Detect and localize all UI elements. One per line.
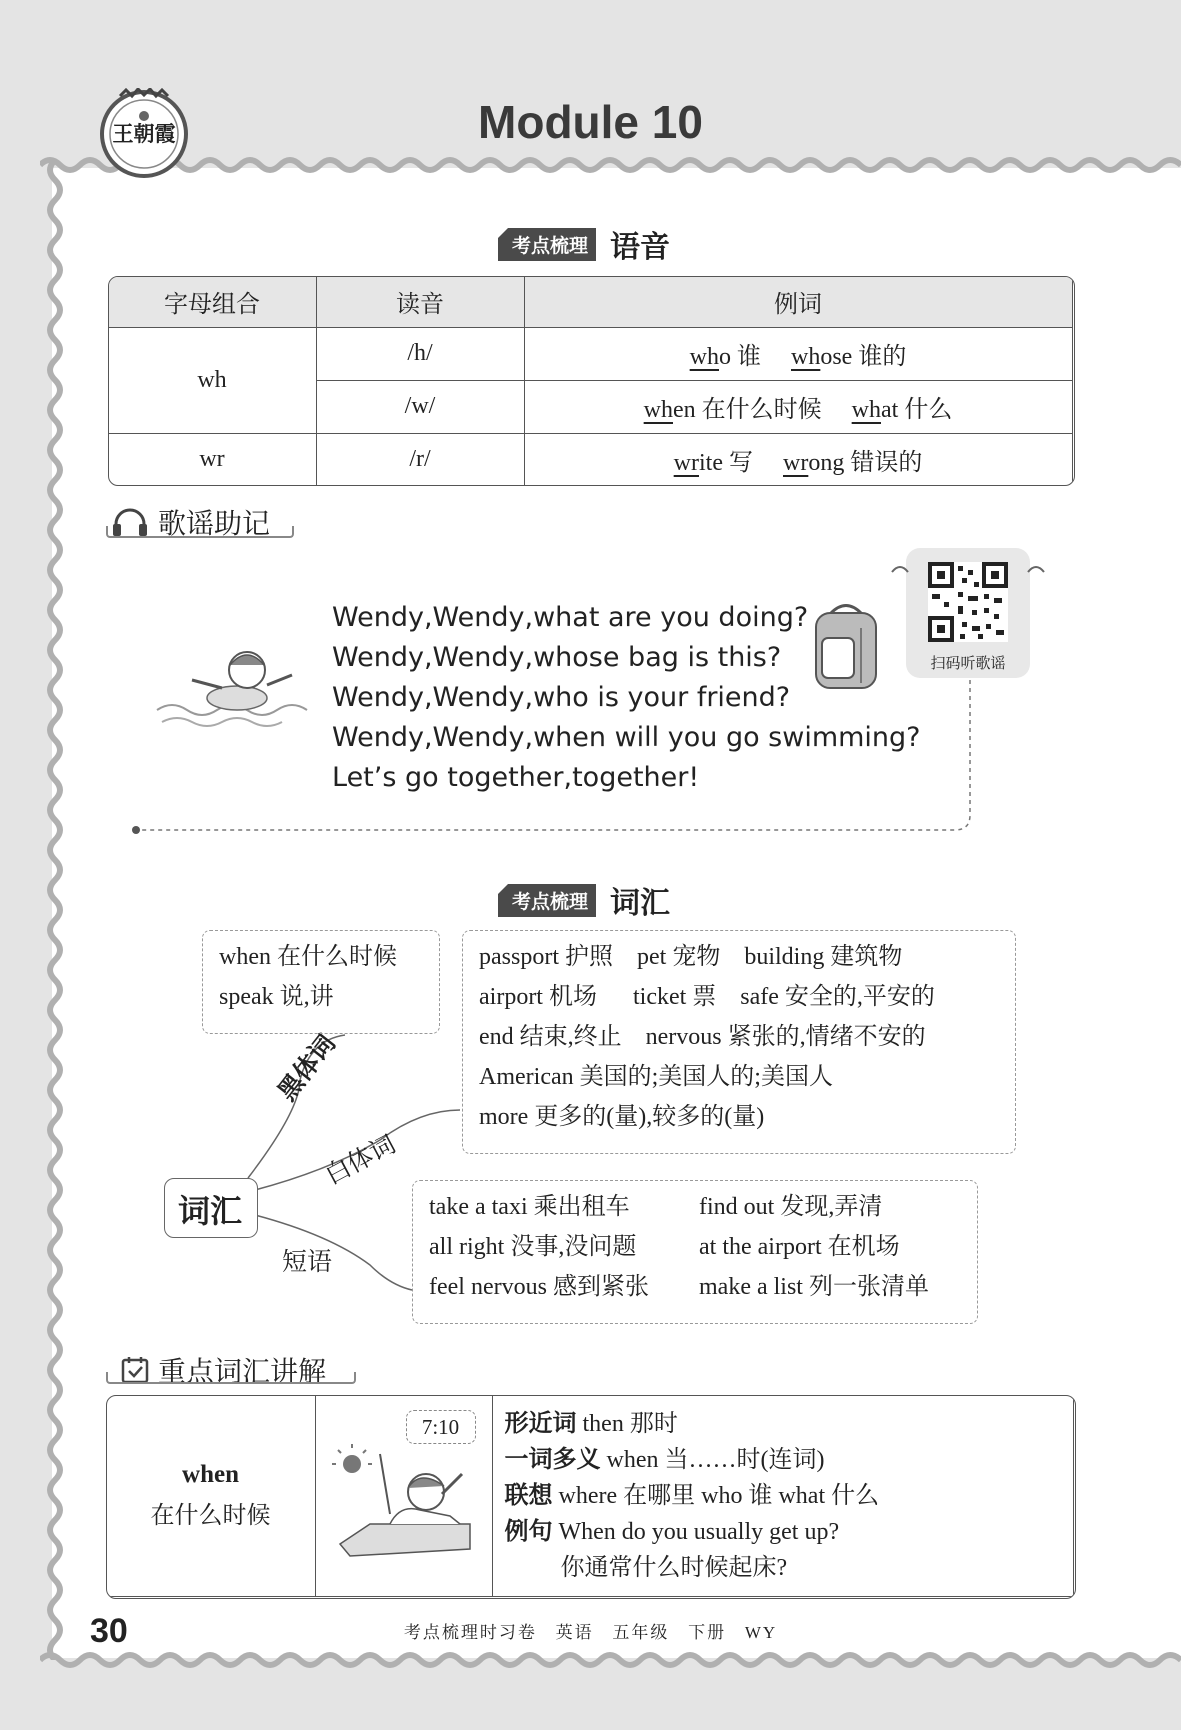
keyword-illustration-cell	[315, 1395, 492, 1596]
example-cell: when 在什么时候 what 什么	[524, 380, 1072, 433]
keyword-section-title: 重点词汇讲解	[158, 1356, 327, 1387]
keyword-heading-underline	[106, 1372, 356, 1384]
white-words-line: end 结束,终止 nervous 紧张的,情绪不安的	[479, 1024, 926, 1050]
example-cell: who 谁 whose 谁的	[524, 327, 1072, 380]
vocab-tag: 考点梳理	[498, 884, 596, 917]
phrase-line: all right 没事,没问题 at the airport 在机场	[429, 1234, 900, 1260]
note-line: 联想 where 在哪里 who 谁 what 什么	[504, 1481, 880, 1509]
song-line: Wendy,Wendy,whose bag is this?	[332, 642, 782, 673]
logo-text: 王朝霞	[112, 121, 176, 146]
sound-cell: /h/	[316, 327, 524, 380]
white-words-line: more 更多的(量),较多的(量)	[479, 1104, 765, 1130]
sound-cell: /w/	[316, 380, 524, 433]
song-line: Let’s go together,together!	[332, 762, 700, 793]
keyword-table	[106, 1395, 1074, 1597]
page-number: 30	[90, 1612, 128, 1650]
footer-text: 考点梳理时习卷 英语 五年级 下册 WY	[403, 1623, 778, 1642]
keyword-meaning: 在什么时候	[150, 1503, 271, 1529]
note-line: 形近词 then 那时	[504, 1409, 678, 1437]
keyword-heading	[120, 1350, 326, 1390]
note-line: 你通常什么时候起床?	[560, 1554, 788, 1581]
page-title: Module 10	[478, 96, 703, 148]
keyword-cell	[106, 1395, 315, 1596]
vocab-center-label: 词汇	[177, 1193, 242, 1229]
phonics-title: 语音	[610, 231, 671, 264]
branch-label-white-words: 白体词	[320, 1130, 401, 1191]
keyword-table-wrap	[106, 1395, 1076, 1599]
vocab-section-title: 词汇	[610, 887, 671, 920]
song-line: Wendy,Wendy,when will you go swimming?	[332, 722, 921, 753]
phrase-line: take a taxi 乘出租车 find out 发现,弄清	[429, 1194, 883, 1220]
combo-cell: wr	[108, 433, 316, 486]
white-words-line: airport 机场 ticket 票 safe 安全的,平安的	[479, 984, 935, 1010]
bold-words-box	[202, 930, 440, 1034]
branch-label-phrases: 短语	[282, 1248, 333, 1276]
branch-label-bold-words: 黑体词	[272, 1029, 341, 1106]
note-line: 例句 When do you usually get up?	[504, 1517, 840, 1545]
clock-display: 7:10	[406, 1410, 476, 1444]
combo-cell: wh	[108, 327, 316, 433]
keyword-notes-cell	[492, 1395, 1073, 1596]
song-line: Wendy,Wendy,who is your friend?	[332, 682, 791, 713]
col-header-sound: 读音	[316, 276, 524, 327]
example-cell: write 写 wrong 错误的	[524, 433, 1072, 486]
bold-word: speak 说,讲	[219, 984, 334, 1010]
white-words-line: passport 护照 pet 宠物 building 建筑物	[479, 944, 903, 970]
col-header-combo: 字母组合	[108, 276, 316, 327]
qr-label: 扫码听歌谣	[930, 655, 1006, 672]
song-title: 歌谣助记	[158, 508, 271, 539]
wake-up-illustration	[330, 1444, 480, 1564]
phrase-line: feel nervous 感到紧张 make a list 列一张清单	[429, 1274, 929, 1300]
song-line: Wendy,Wendy,what are you doing?	[332, 602, 809, 633]
white-words-box	[462, 930, 1016, 1154]
keyword-word: when	[182, 1461, 239, 1488]
phonics-tag: 考点梳理	[498, 228, 596, 261]
bold-word: when 在什么时候	[219, 944, 397, 970]
phrases-box	[412, 1180, 978, 1324]
col-header-examples: 例词	[524, 276, 1072, 327]
sound-cell: /r/	[316, 433, 524, 486]
note-line: 一词多义 when 当……时(连词)	[504, 1445, 825, 1473]
white-words-line: American 美国的;美国人的;美国人	[479, 1064, 833, 1090]
